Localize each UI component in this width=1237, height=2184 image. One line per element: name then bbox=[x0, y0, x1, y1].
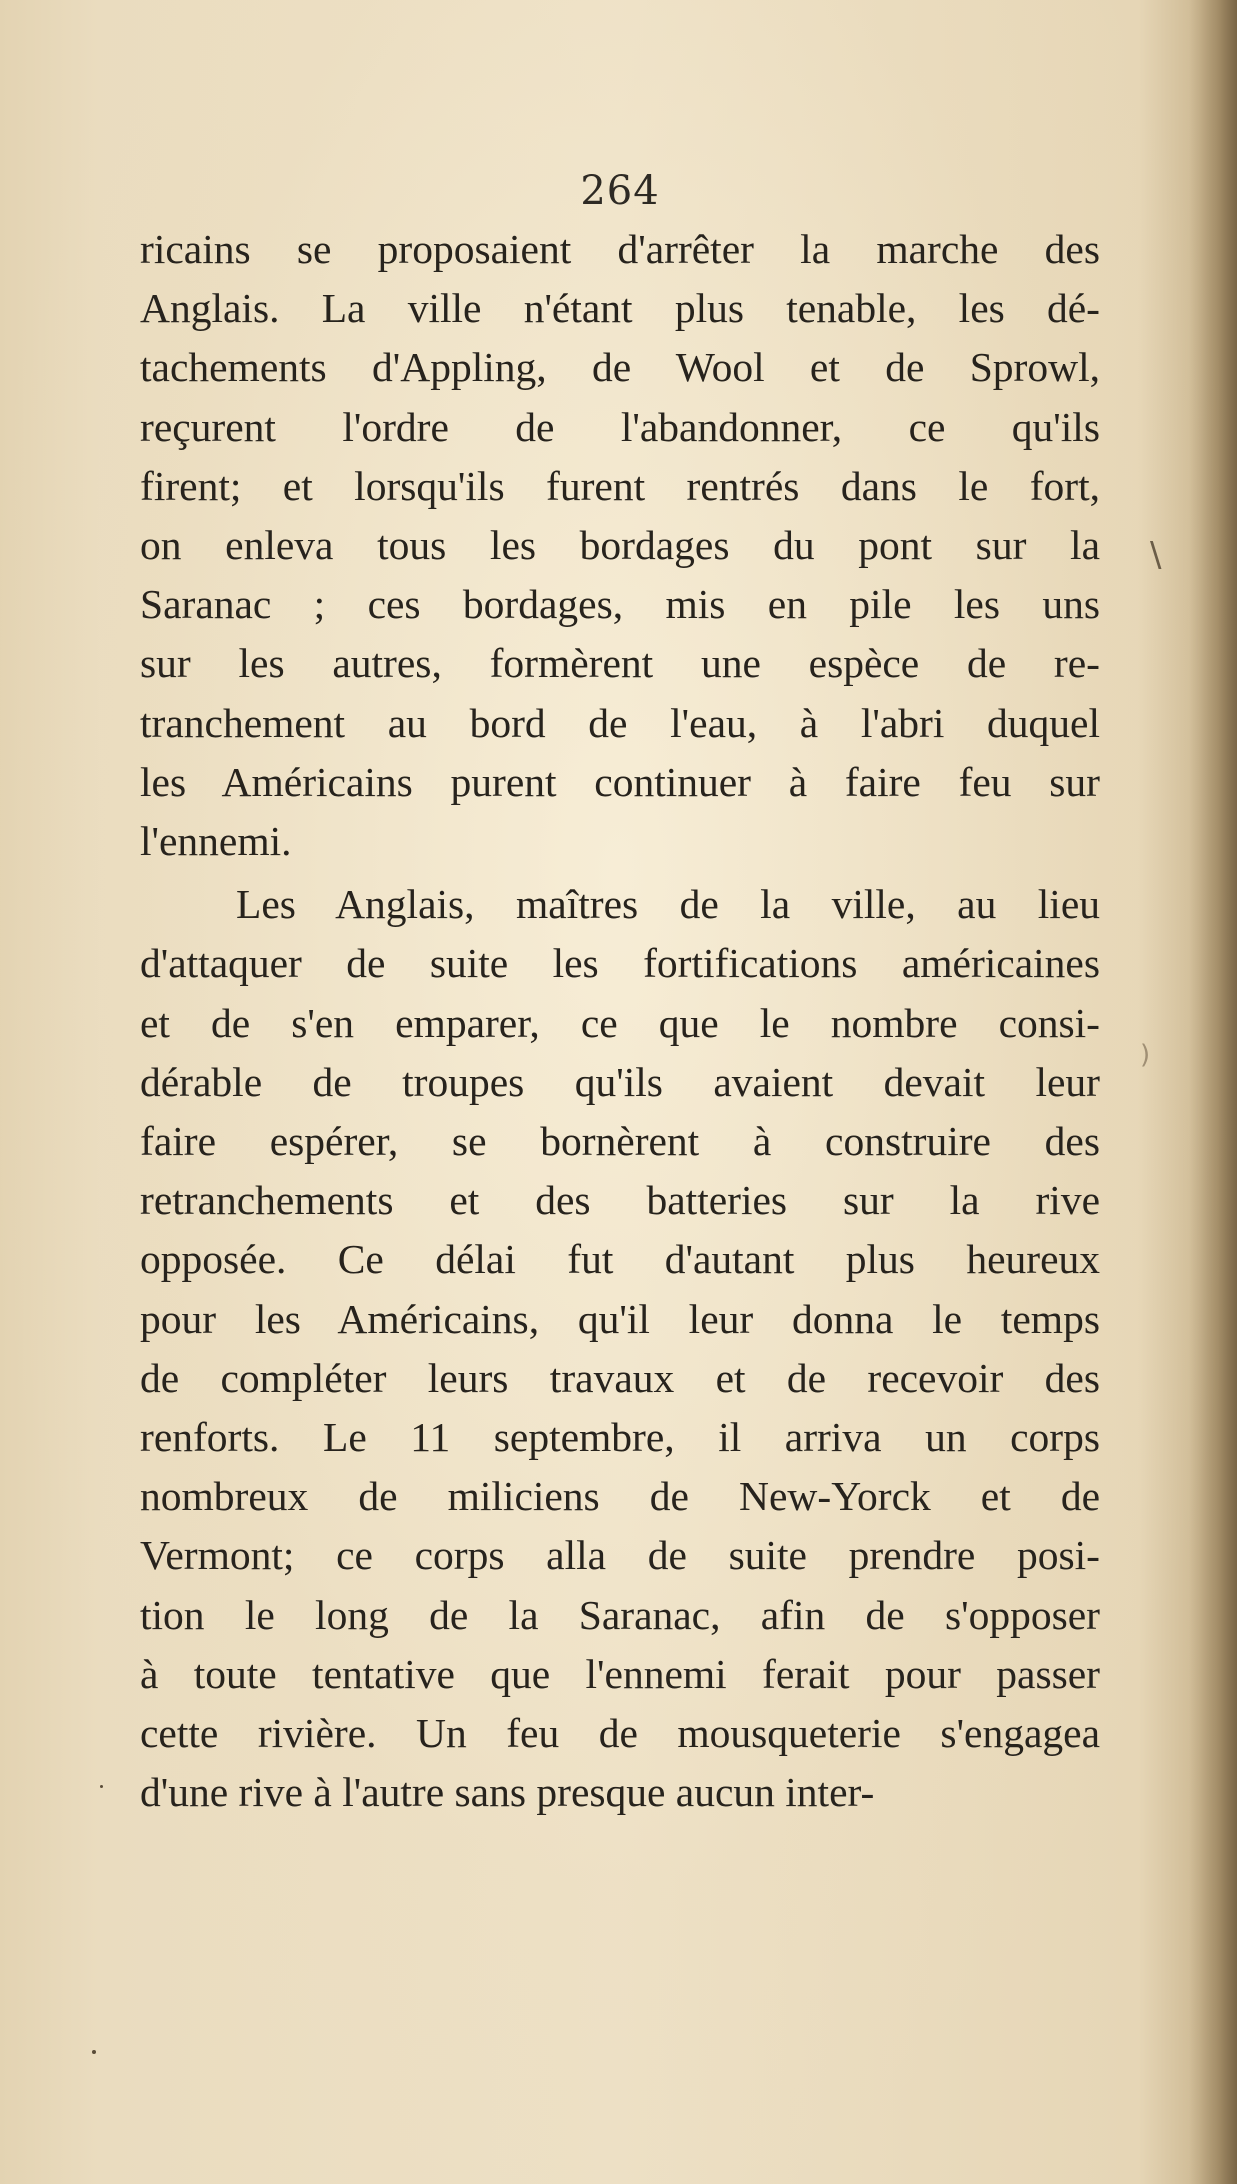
ink-speck bbox=[100, 1785, 103, 1788]
text-line: Les Anglais, maîtres de la ville, au lieu bbox=[236, 881, 1100, 928]
text-line: sur les autres, formèrent une espèce de re- bbox=[140, 640, 1100, 687]
text-line: faire espérer, se bornèrent à construire des bbox=[140, 1118, 1100, 1165]
text-line: renforts. Le 11 septembre, il arriva un corps bbox=[140, 1414, 1100, 1461]
text-line: d'une rive à l'autre sans presque aucun inter- bbox=[140, 1769, 875, 1816]
text-line: nombreux de miliciens de New-Yorck et de bbox=[140, 1473, 1100, 1520]
binding-shadow bbox=[1189, 0, 1237, 2184]
text-line: à toute tentative que l'ennemi ferait pour passer bbox=[140, 1650, 1100, 1697]
text-line: reçurent l'ordre de l'abandonner, ce qu'ils bbox=[140, 403, 1100, 450]
text-line: pour les Américains, qu'il leur donna le temps bbox=[140, 1295, 1100, 1342]
margin-mark: ) bbox=[1140, 1040, 1151, 1070]
text-line: Vermont; ce corps alla de suite prendre posi- bbox=[140, 1532, 1100, 1579]
text-line: cette rivière. Un feu de mousqueterie s'engagea bbox=[140, 1710, 1100, 1757]
text-line: dérable de troupes qu'ils avaient devait leur bbox=[140, 1058, 1100, 1105]
text-line: et de s'en emparer, ce que le nombre consi- bbox=[140, 999, 1100, 1046]
text-line: les Américains purent continuer à faire feu sur bbox=[140, 758, 1100, 805]
text-line: l'ennemi. bbox=[140, 818, 292, 865]
margin-mark: \ bbox=[1150, 535, 1162, 575]
text-line: d'attaquer de suite les fortifications américaines bbox=[140, 940, 1100, 987]
text-line: firent; et lorsqu'ils furent rentrés dans le fort, bbox=[140, 462, 1100, 509]
text-line: tachements d'Appling, de Wool et de Sprowl, bbox=[140, 344, 1100, 391]
text-line: Anglais. La ville n'étant plus tenable, les dé- bbox=[140, 285, 1100, 332]
text-line: Saranac ; ces bordages, mis en pile les uns bbox=[140, 581, 1100, 628]
paragraph bbox=[140, 875, 1100, 1822]
text-line: retranchements et des batteries sur la rive bbox=[140, 1177, 1100, 1224]
text-line: opposée. Ce délai fut d'autant plus heureux bbox=[140, 1236, 1100, 1283]
text-line: on enleva tous les bordages du pont sur la bbox=[140, 522, 1100, 569]
text-line: ricains se proposaient d'arrêter la marche des bbox=[140, 226, 1100, 272]
paragraph bbox=[140, 220, 1100, 871]
body-text bbox=[140, 220, 1100, 1822]
ink-speck bbox=[92, 2050, 96, 2054]
text-line: tranchement au bord de l'eau, à l'abri duquel bbox=[140, 699, 1100, 746]
page-number: 264 bbox=[580, 168, 660, 214]
text-line: tion le long de la Saranac, afin de s'opposer bbox=[140, 1591, 1100, 1638]
text-line: de compléter leurs travaux et de recevoir des bbox=[140, 1354, 1100, 1401]
